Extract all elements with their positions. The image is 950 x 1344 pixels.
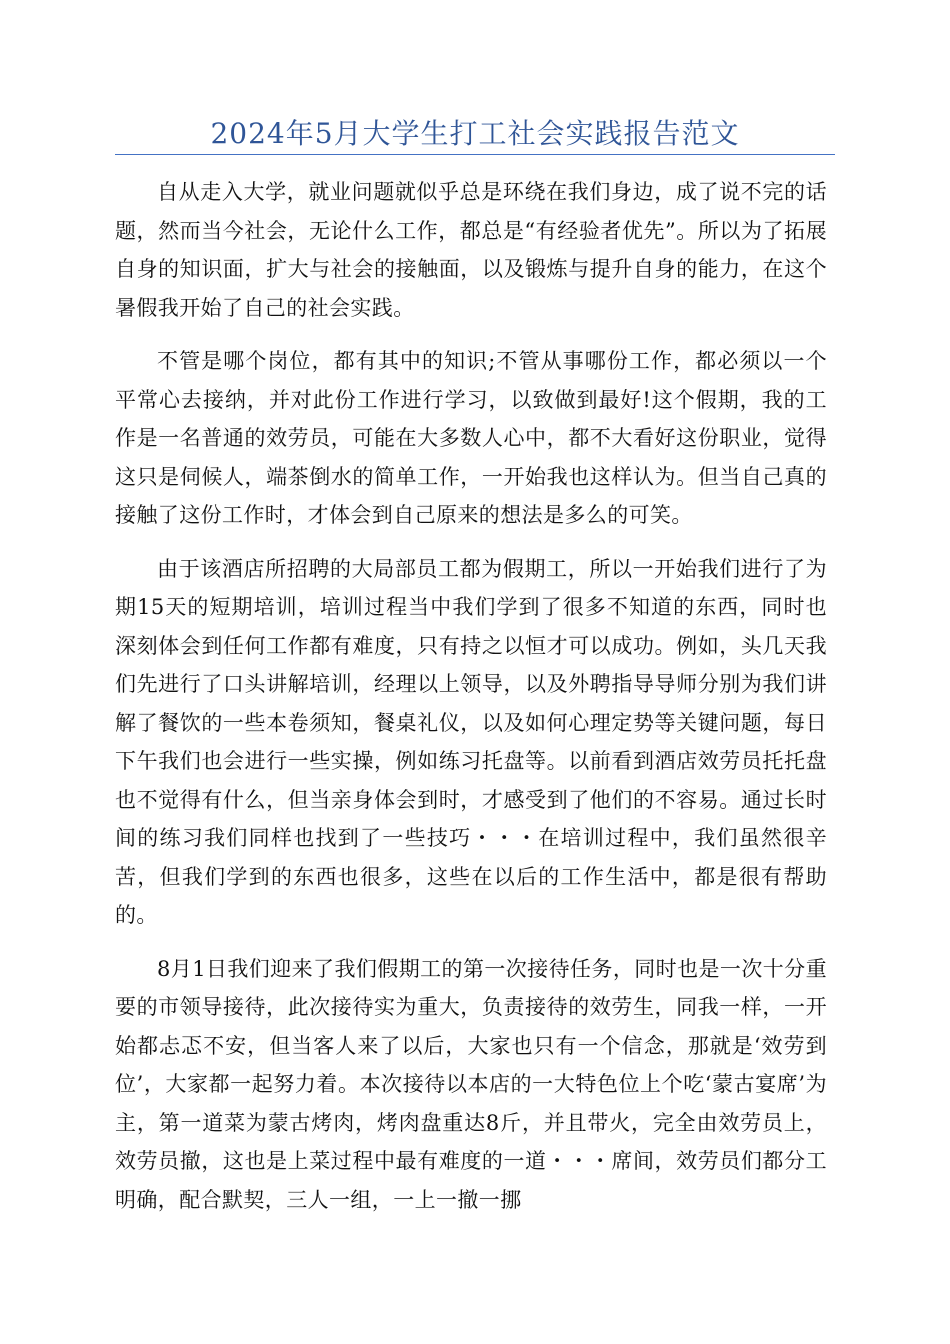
paragraph-1: 自从走入大学，就业问题就似乎总是环绕在我们身边，成了说不完的话题，然而当今社会，无论什么工作，都总是“有经验者优先”。所以为了拓展自身的知识面，扩大与社会的接触面，以及锻炼与提升自身的能力，在这个暑假我开始了自己的社会实践。 bbox=[115, 180, 827, 320]
document-title: 2024年5月大学生打工社会实践报告范文 bbox=[210, 117, 740, 150]
document-body bbox=[115, 173, 827, 1234]
paragraph-3: 由于该酒店所招聘的大局部员工都为假期工，所以一开始我们进行了为期15天的短期培训，培训过程当中我们学到了很多不知道的东西，同时也深刻体会到任何工作都有难度，只有持之以恒才可以成功。例如，头几天我们先进行了口头讲解培训，经理以上领导，以及外聘指导导师分别为我们讲解了餐饮的一些本卷须知，餐桌礼仪，以及如何心理定势等关键问题，每日下午我们也会进行一些实操，例如练习托盘等。以前看到酒店效劳员托托盘也不觉得有什么，但当亲身体会到时，才感受到了他们的不容易。通过长时间的练习我们同样也找到了一些技巧・・・在培训过程中，我们虽然很辛苦，但我们学到的东西也很多，这些在以后的工作生活中，都是很有帮助的。 bbox=[115, 556, 827, 927]
title-underline bbox=[115, 154, 835, 155]
paragraph-2: 不管是哪个岗位，都有其中的知识;不管从事哪份工作，都必须以一个平常心去接纳，并对此份工作进行学习，以致做到最好!这个假期，我的工作是一名普通的效劳员，可能在大多数人心中，都不大看好这份职业，觉得这只是伺候人，端茶倒水的简单工作，一开始我也这样认为。但当自己真的接触了这份工作时，才体会到自己原来的想法是多么的可笑。 bbox=[115, 349, 827, 527]
paragraph-4: 8月1日我们迎来了我们假期工的第一次接待任务，同时也是一次十分重要的市领导接待，此次接待实为重大，负责接待的效劳生，同我一样，一开始都忐忑不安，但当客人来了以后，大家也只有一个信念，那就是‘效劳到位’，大家都一起努力着。本次接待以本店的一大特色位上个吃‘蒙古宴席’为主，第一道菜为蒙古烤肉，烤肉盘重达8斤，并且带火，完全由效劳员上，效劳员撤，这也是上菜过程中最有难度的一道・・・席间，效劳员们都分工明确，配合默契，三人一组，一上一撤一挪 bbox=[115, 956, 827, 1212]
